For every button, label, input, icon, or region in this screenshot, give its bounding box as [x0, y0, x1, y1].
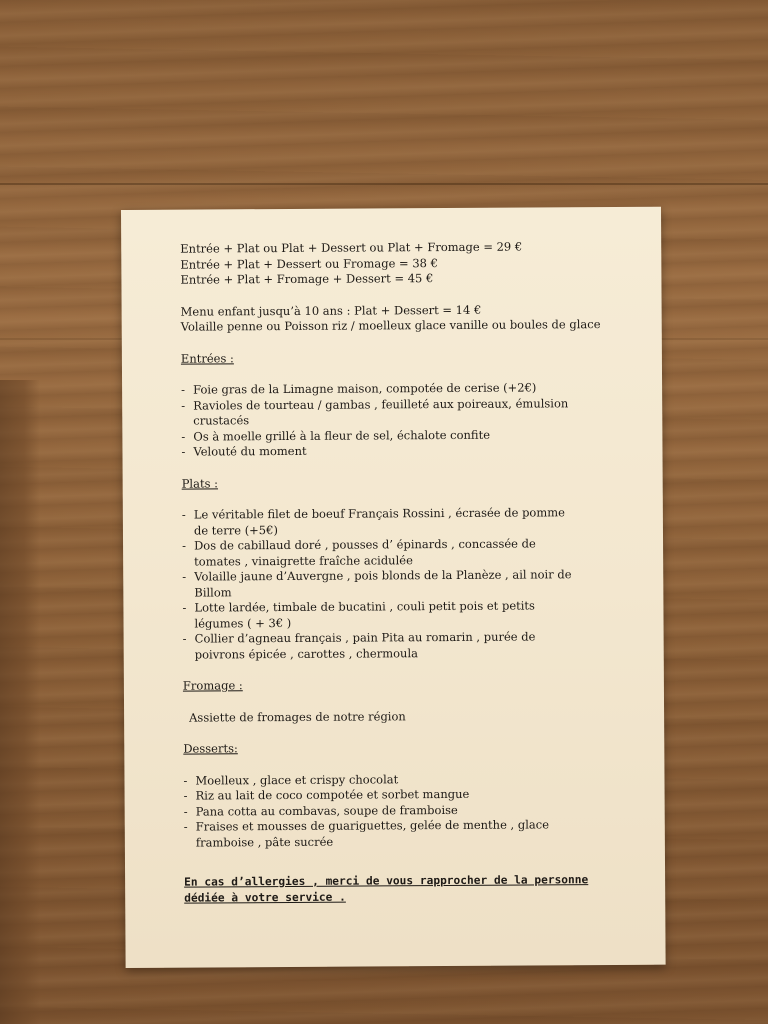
menu-enfant-detail: Volaille penne ou Poisson riz / moelleux glace vanille ou boules de glace [180, 317, 601, 334]
formule-line: Entrée + Plat + Fromage + Dessert = 45 € [180, 271, 434, 287]
table-edge-shadow [0, 380, 40, 1024]
list-item: - Pana cotta au combavas, soupe de framboise [183, 802, 458, 819]
formule-line: Entrée + Plat + Dessert ou Fromage = 38 € [180, 255, 438, 272]
allergies-notice: dédiée à votre service . [184, 890, 346, 905]
list-item: - Dos de cabillaud doré , pousses d’ épinards , concassée de tomates , vinaigrette fraîche acidulée [182, 536, 536, 569]
list-item: - Foie gras de la Limagne maison, compotée de cerise (+2€) [181, 380, 537, 397]
section-title-entrees: Entrées : [180, 350, 234, 366]
list-item: - Fraises et mousses de guariguettes, gelée de menthe , glace framboise , pâte sucrée [183, 817, 550, 850]
list-item: - Ravioles de tourteau / gambas , feuilleté aux poireaux, émulsion crustacés [181, 395, 569, 428]
list-item: - Lotte lardée, timbale de bucatini , couli petit pois et petits légumes ( + 3€ ) [182, 598, 535, 631]
list-item: - Volaille jaune d’Auvergne , pois blonds de la Planèze , ail noir de Billom [182, 567, 572, 600]
plats-list [182, 505, 643, 663]
list-item: - Moelleux , glace et crispy chocolat [183, 771, 399, 788]
section-title-desserts: Desserts: [183, 741, 238, 756]
list-item: - Le véritable filet de boeuf Français Rossini , écrasée de pomme de terre (+5€) [181, 505, 566, 538]
section-title-plats: Plats : [181, 475, 219, 491]
table-plank-line [0, 183, 768, 185]
menu-card [121, 207, 666, 968]
list-item: - Os à moelle grillé à la fleur de sel, échalote confite [181, 427, 491, 444]
formule-line: Entrée + Plat ou Plat + Dessert ou Plat + Fromage = 29 € [180, 239, 523, 256]
list-item: - Velouté du moment [181, 443, 307, 459]
desserts-list [183, 770, 643, 850]
list-item: - Collier d’agneau français , pain Pita au romarin , purée de poivrons épicée , carottes , chermoula [182, 629, 536, 662]
fromage-item: Assiette de fromages de notre région [189, 708, 406, 725]
menu-enfant-title: Menu enfant jusqu’à 10 ans : Plat + Dessert = 14 € [180, 302, 482, 319]
list-item: - Riz au lait de coco compotée et sorbet mangue [183, 786, 470, 803]
entrees-list [181, 380, 641, 460]
section-title-fromage: Fromage : [182, 678, 243, 693]
menu-content [180, 239, 644, 907]
allergies-notice: En cas d’allergies , merci de vous rapprocher de la personne [184, 873, 589, 889]
